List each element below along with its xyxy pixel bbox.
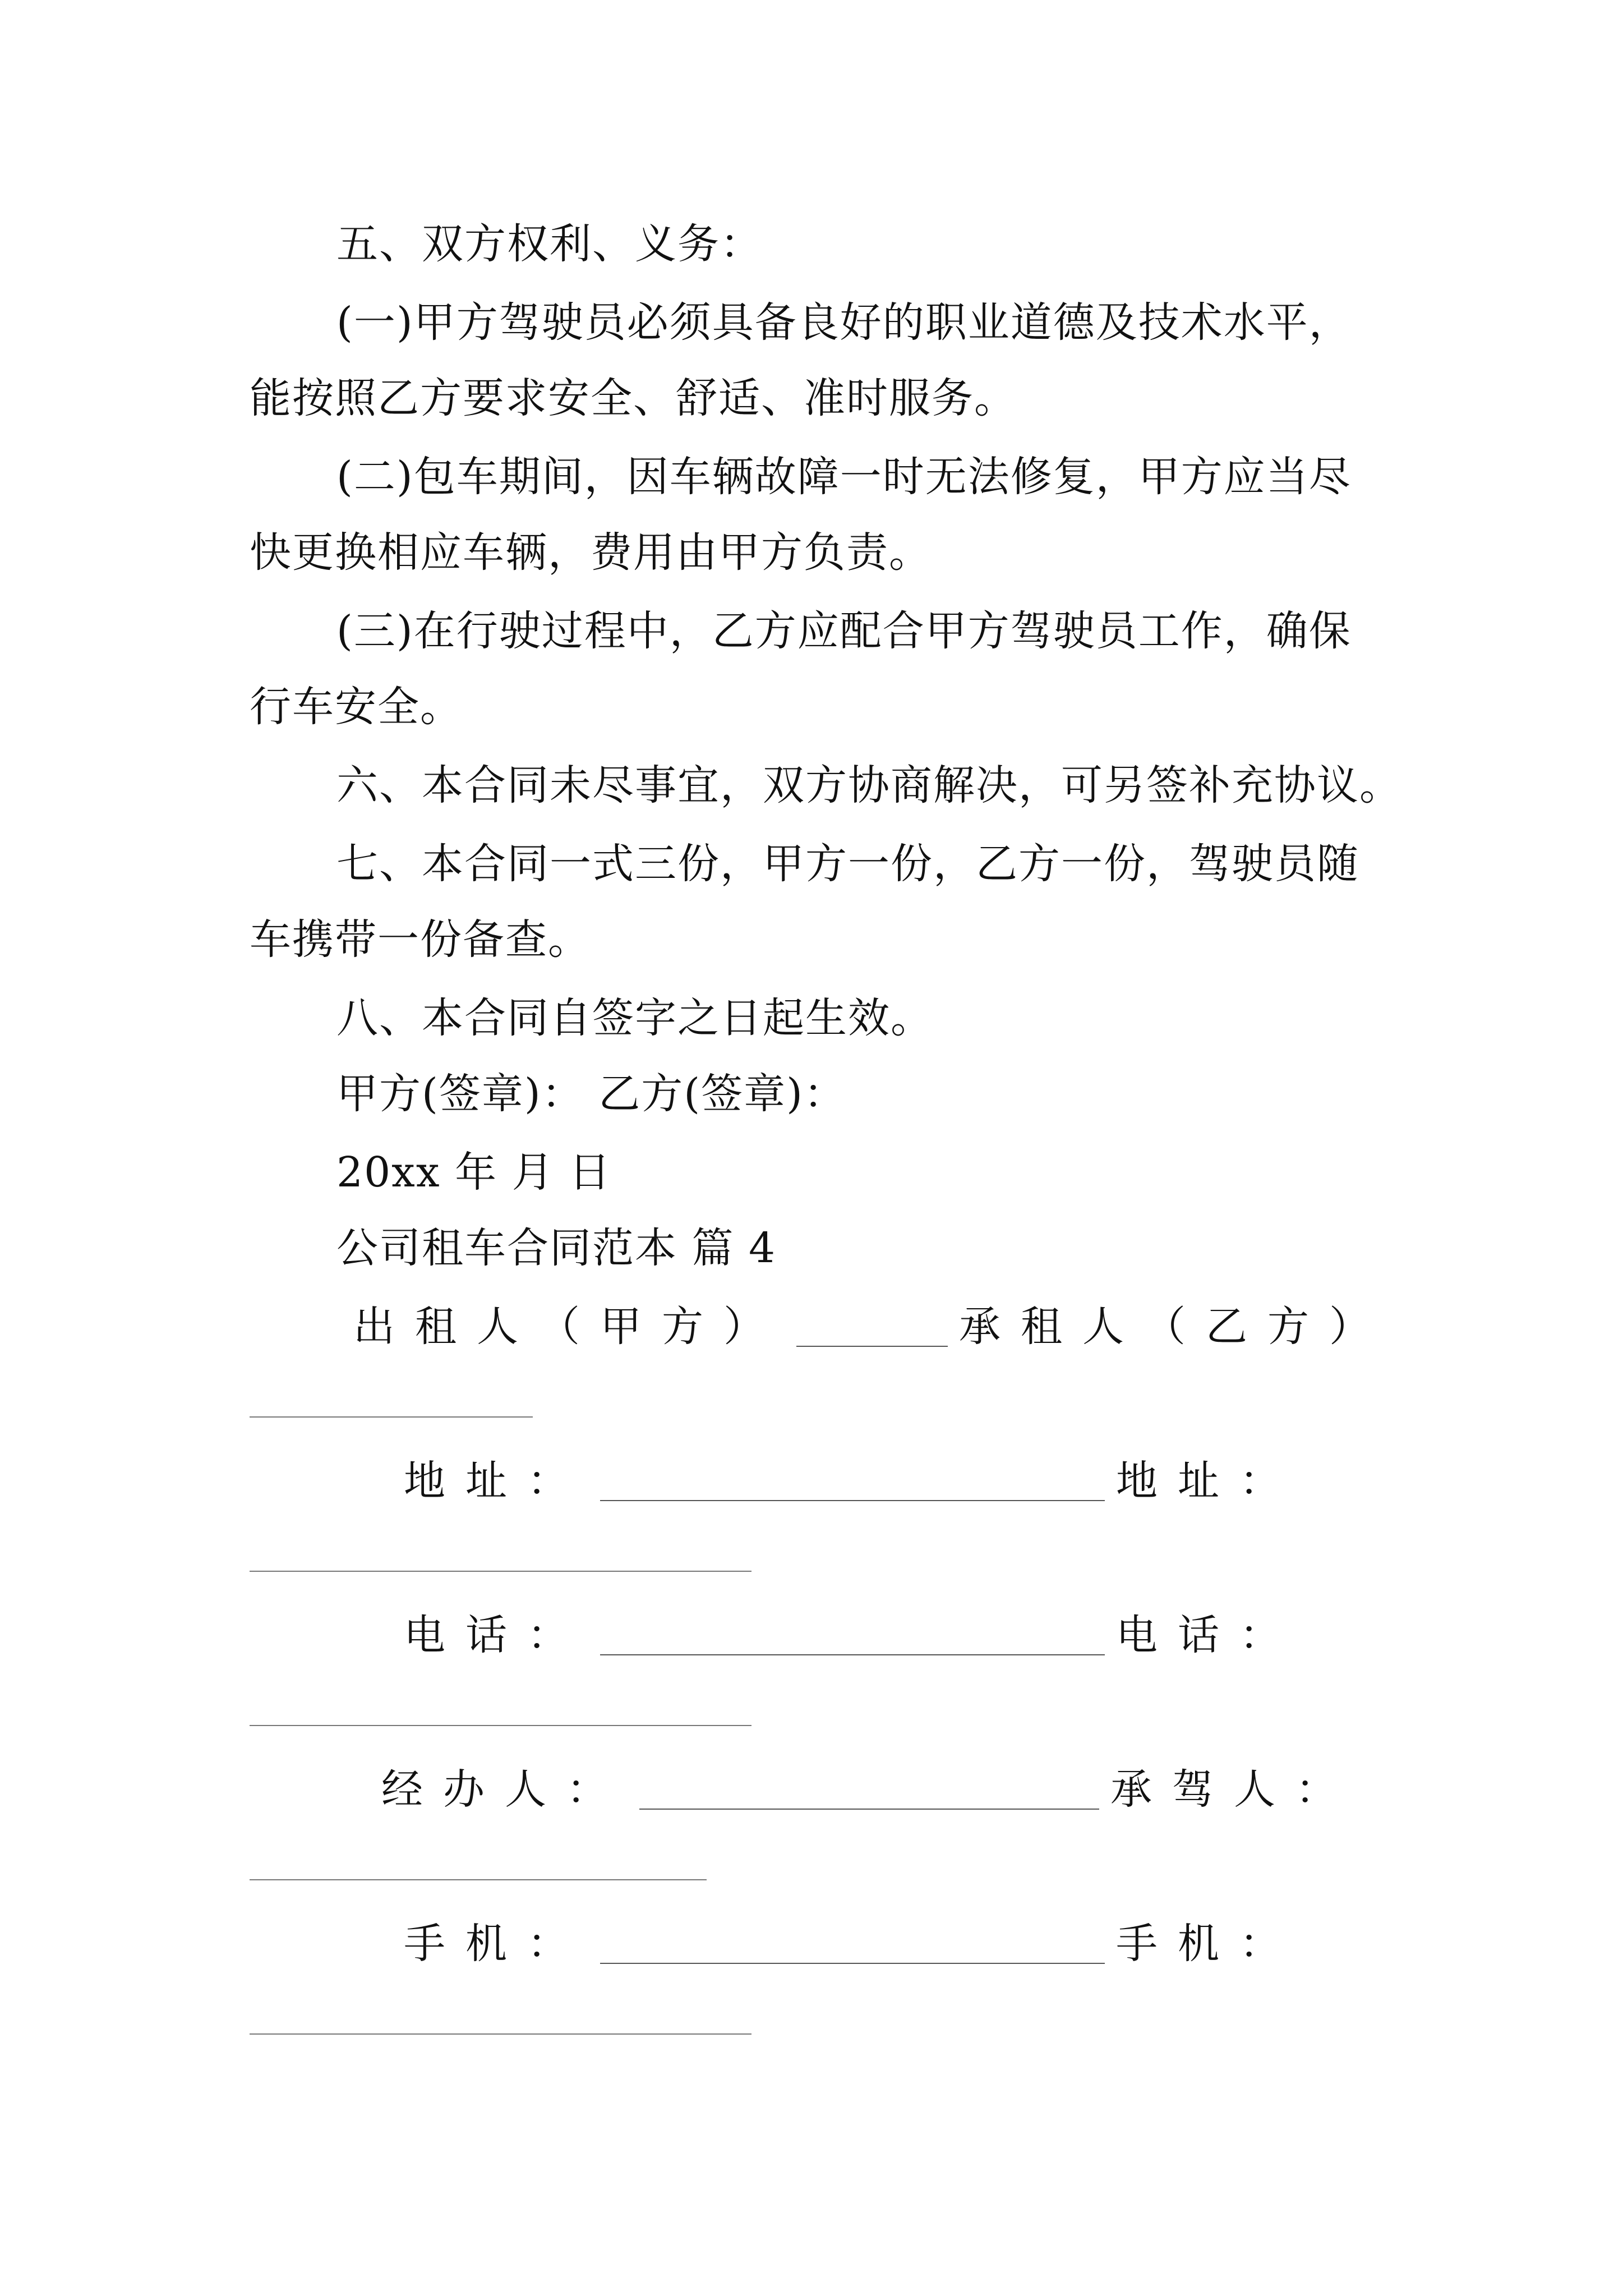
- clause-5-3-line-2: 行车安全。: [250, 683, 463, 731]
- date-line: 20xx 年 月 日: [336, 1148, 612, 1197]
- clause-5-2-line-2: 快更换相应车辆，费用由甲方负责。: [250, 528, 932, 577]
- phone-right-blank[interactable]: [250, 1725, 751, 1726]
- signature-line: 甲方(签章)： 乙方(签章)：: [336, 1070, 847, 1118]
- phone-right-label: 电话：: [1116, 1611, 1301, 1659]
- phone-left-label: 电话：: [404, 1611, 589, 1659]
- handler-row: [381, 1761, 1368, 1818]
- mobile-left-label: 手机：: [404, 1920, 589, 1968]
- lessee-label: 承租人（乙方）: [959, 1303, 1391, 1351]
- clause-5-1-line-1: (一)甲方驾驶员必须具备良好的职业道德及技术水平，: [336, 298, 1352, 347]
- mobile-right-blank[interactable]: [250, 2033, 751, 2035]
- clause-5-heading: 五、双方权利、义务：: [336, 220, 763, 268]
- handler-blank[interactable]: [639, 1769, 1099, 1810]
- section-title: 公司租车合同范本 篇 4: [336, 1224, 777, 1272]
- parties-row: [353, 1299, 1391, 1355]
- clause-5-3-line-1: (三)在行驶过程中，乙方应配合甲方驾驶员工作，确保: [336, 607, 1352, 655]
- address-right-blank[interactable]: [250, 1571, 751, 1572]
- lessor-blank[interactable]: [796, 1306, 948, 1347]
- driver-blank[interactable]: [250, 1879, 707, 1880]
- address-row: [404, 1453, 1368, 1509]
- handler-label: 经办人：: [381, 1765, 628, 1814]
- lessor-label: 出租人（甲方）: [353, 1303, 785, 1351]
- clause-5-1-line-2: 能按照乙方要求安全、舒适、准时服务。: [250, 374, 1017, 422]
- driver-label: 承驾人：: [1110, 1765, 1357, 1814]
- phone-row: [404, 1607, 1368, 1663]
- mobile-row: [404, 1916, 1368, 1972]
- clause-8: 八、本合同自签字之日起生效。: [336, 994, 933, 1042]
- clause-5-2-line-1: (二)包车期间，因车辆故障一时无法修复，甲方应当尽: [336, 453, 1352, 501]
- lessee-blank[interactable]: [250, 1416, 533, 1418]
- address-right-label: 地址：: [1116, 1457, 1301, 1505]
- phone-left-blank[interactable]: [600, 1615, 1105, 1655]
- clause-7-line-2: 车携带一份备查。: [250, 915, 591, 964]
- address-left-blank[interactable]: [600, 1461, 1105, 1501]
- clause-7-line-1: 七、本合同一式三份，甲方一份，乙方一份，驾驶员随: [336, 840, 1359, 888]
- address-left-label: 地址：: [404, 1457, 589, 1505]
- clause-6: 六、本合同未尽事宜，双方协商解决，可另签补充协议。: [336, 761, 1402, 809]
- mobile-left-blank[interactable]: [600, 1924, 1105, 1964]
- mobile-right-label: 手机：: [1116, 1920, 1301, 1968]
